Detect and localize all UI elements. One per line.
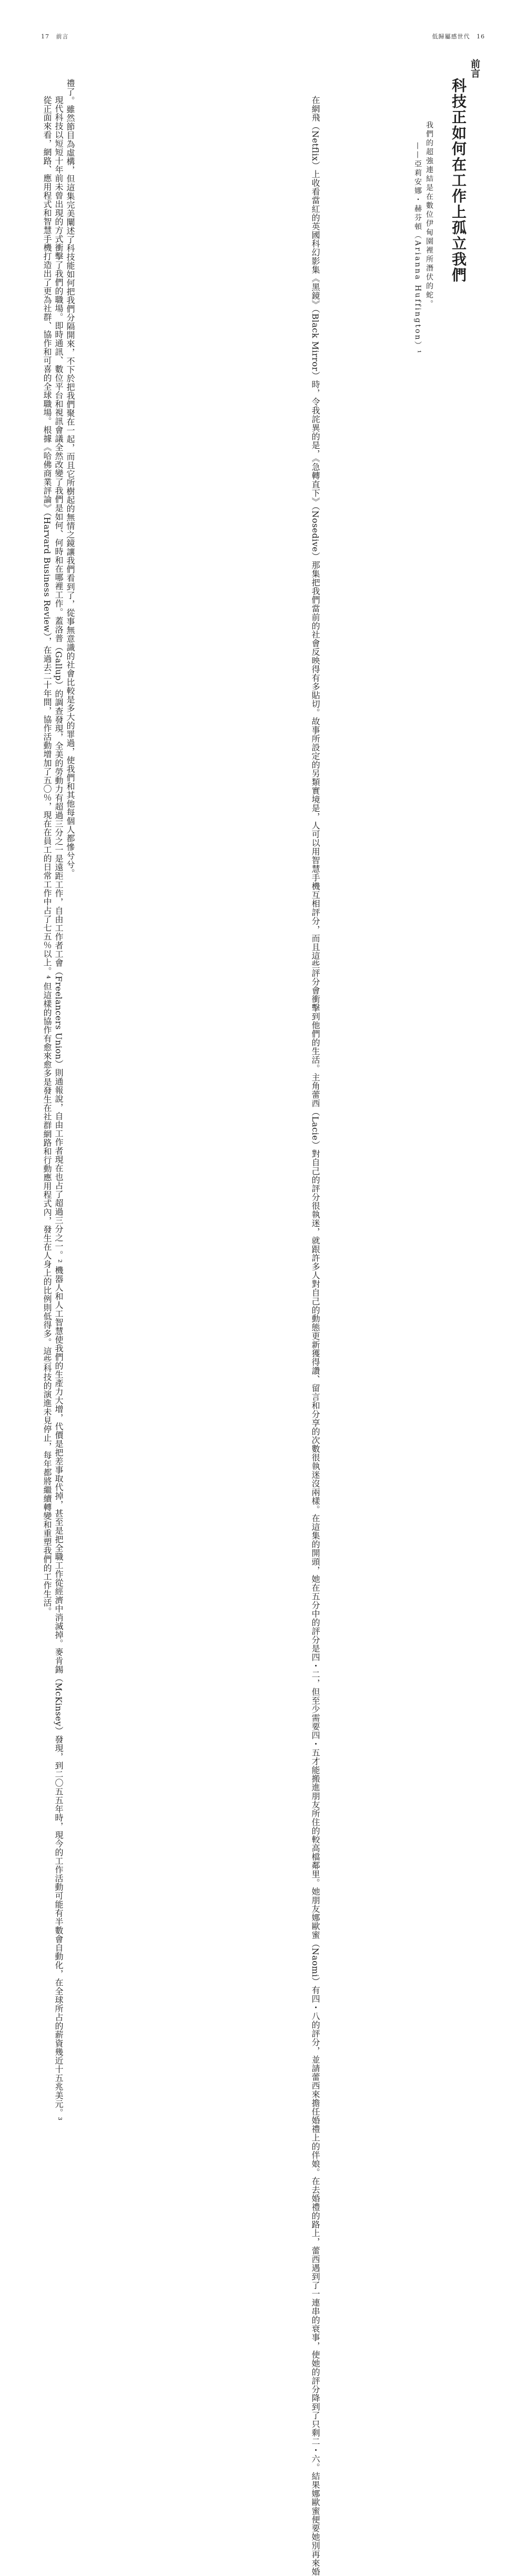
chapter-label: 前言 — [469, 59, 480, 78]
epigraph-attribution: ——亞莉安娜・赫芬頓（Arianna Huffington）¹ — [413, 142, 422, 355]
right-running-title: 低歸屬感世代 — [432, 33, 470, 40]
left-header — [37, 32, 69, 41]
right-header — [432, 32, 490, 41]
left-page — [0, 0, 263, 2121]
chapter-title: 科技正如何在工作上孤立我們 — [450, 78, 467, 283]
epigraph-quote: 我們的超強連結是在數位伊甸園裡所潛伏的蛇。 — [425, 121, 433, 309]
left-body-text — [41, 79, 76, 2121]
left-running-title: 前言 — [56, 33, 69, 40]
left-page-number: 17 — [41, 33, 49, 40]
epigraph — [412, 121, 435, 355]
right-page-number: 16 — [477, 33, 485, 40]
right-body-text — [309, 79, 321, 2576]
left-paragraph-1: 禮了。雖然節目為虛構，但這集完美闡述了科技能如何把我們分隔開來，不下於把我們聚在一起，而且它所樹起的無情之鏡讓我們看到了，從事無意識的社會比較是多大的罪過，使我們和其他每個人都慘兮兮。 — [65, 79, 75, 877]
left-paragraph-3: 從正面來看，網路、應用程式和智慧手機打造出了更為社群、協作和可喜的全球職場。根據《哈佛商業評論》（Harvard Business Review），在過去二十年間，協作活動增加了五〇％，現在在員工的日常工作中占了七五％以上。⁴ 但這樣的協作有愈來愈多是發生在社群網路和行動應用程式內，發生在人身上的比例則低得多。這些科技的演進未見停止，每年都將繼續轉變和重塑我們的工作生活。 — [42, 96, 52, 1616]
left-paragraph-2: 現代科技以短短十年前未曾出現的方式衝擊了我們的職場。即時通訊、數位平台和視訊會議全然改變了我們是如何、何時和在哪裡工作。蓋洛普（Gallup）的調查發現，全美的勞動力有超過三分之一是遠距工作，自由工作者工會（Freelancers Union）則通報說，自由工作者現在也占了超過三分之一。² 機器人和人工智慧使我們的生產力大增，代價是把差事取代掉，甚至是把全職工作從經濟中消滅掉。麥肯錫（McKinsey）發現，到二〇五五年時，現今的工作活動可能有半數會自動化，在全球所占的薪資幾近十五兆美元。³ — [54, 96, 64, 2121]
right-paragraph-1: 在網飛（Netflix）上收看當紅的英國科幻影集《黑鏡》（Black Mirror）時，令我詫異的是，《急轉直下》（Nosedive）那集把我們當前的社會反映得有多貼切。故事所設定的另類實境是，人可以用智慧手機互相評分，而且這些評分會衝擊到他們的生活。主角蕾西（Lacie）對自己的評分很執迷，就跟許多人對自己的動態更新獲得讚、留言和分享的次數很執迷沒兩樣。在這集的開頭，她在五分中的評分是四・二，但至少需要四・五才能搬進朋友所住的較高檔鄰里。她朋友娜歐蜜（Naomi）有四・八的評分，並請蕾西來擔任婚禮上的伴娘。在去婚禮的路上，蕾西遇到了一連串的衰事，使她的評分降到了只剩二・六。結果娜歐蜜便要她別再來婚 — [310, 96, 320, 2576]
